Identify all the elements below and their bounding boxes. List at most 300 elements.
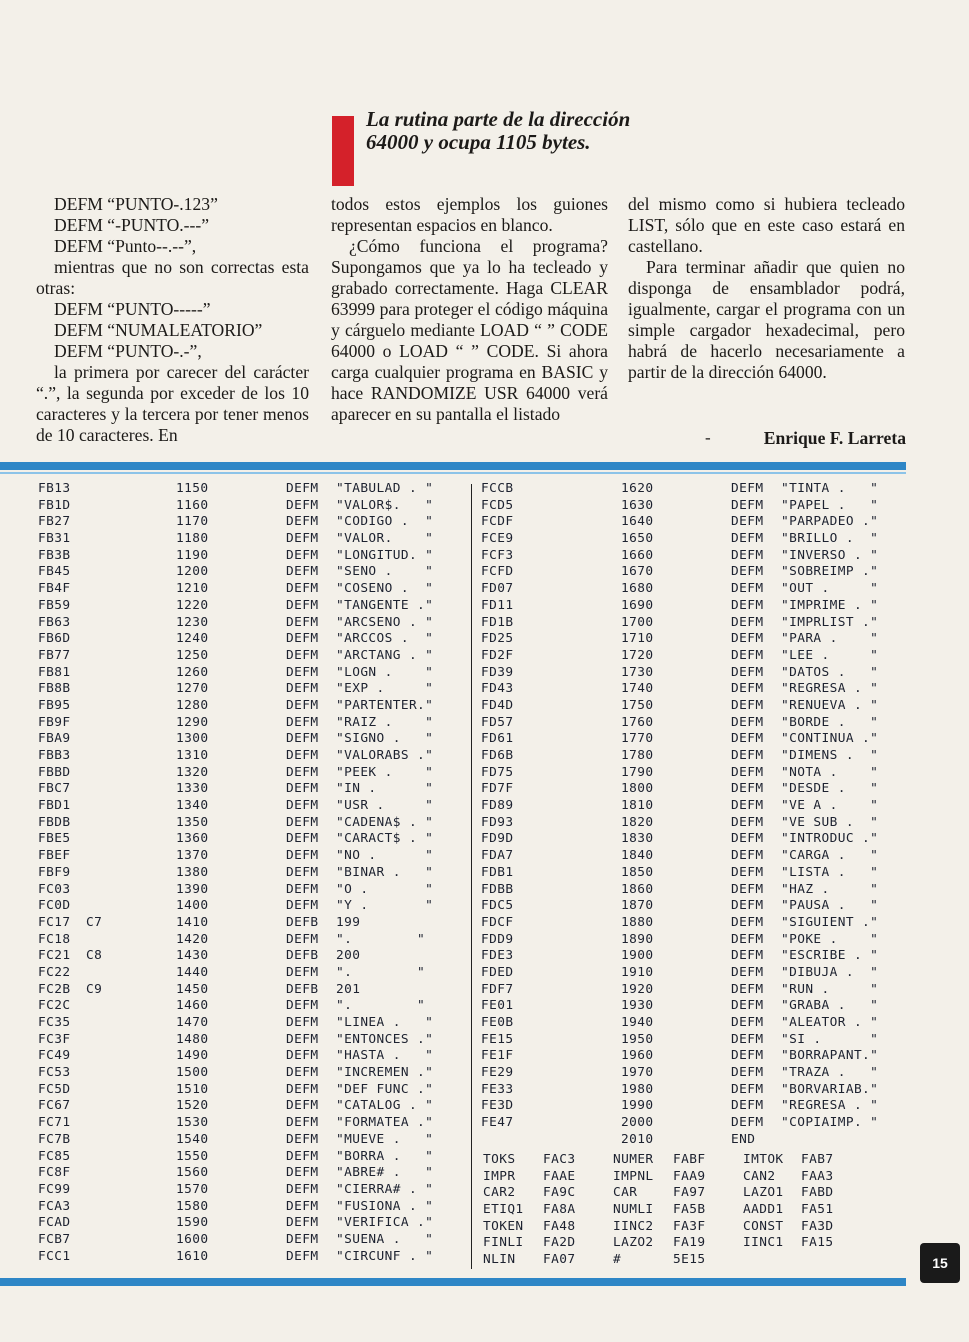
address: FBB3 bbox=[38, 748, 71, 763]
listing-row bbox=[481, 648, 911, 665]
address: FBE5 bbox=[38, 831, 71, 847]
line-number: 1740 bbox=[621, 681, 654, 697]
address: FE29 bbox=[481, 1065, 514, 1081]
address: FC99 bbox=[38, 1181, 71, 1197]
listing-row bbox=[38, 898, 466, 915]
directive: DEFM bbox=[286, 497, 319, 513]
address: FB77 bbox=[38, 647, 71, 663]
line-number: 1390 bbox=[176, 881, 209, 897]
operand: "ARCCOS . " bbox=[336, 631, 434, 647]
listing-row bbox=[38, 548, 466, 565]
line-number: 1190 bbox=[176, 547, 209, 563]
symbol-name: # bbox=[613, 1252, 622, 1268]
directive: DEFM bbox=[731, 664, 764, 680]
line-number: 1400 bbox=[176, 898, 209, 914]
line-number: 1490 bbox=[176, 1048, 209, 1064]
listing-row bbox=[481, 1065, 911, 1082]
listing-row bbox=[481, 698, 911, 715]
directive: DEFM bbox=[731, 931, 764, 947]
operand: "BRILLO . " bbox=[781, 531, 879, 547]
line-number: 1520 bbox=[176, 1098, 209, 1114]
operand: "BORVARIAB." bbox=[781, 1081, 879, 1097]
address: FBC7 bbox=[38, 781, 71, 797]
listing-row bbox=[481, 1132, 911, 1149]
operand: "RENUEVA . " bbox=[781, 697, 879, 713]
address: FC0D bbox=[38, 898, 71, 914]
operand: "VERIFICA ." bbox=[336, 1215, 434, 1231]
line-number: 1420 bbox=[176, 931, 209, 947]
operand: "ENTONCES ." bbox=[336, 1031, 434, 1047]
operand: "VE SUB . " bbox=[781, 814, 879, 830]
listing-row bbox=[38, 865, 466, 882]
text-column-middle bbox=[331, 194, 608, 425]
address: FB31 bbox=[38, 531, 71, 547]
listing-row bbox=[481, 748, 911, 765]
listing-row bbox=[38, 681, 466, 698]
directive: DEFM bbox=[731, 581, 764, 597]
listing-row bbox=[481, 1115, 911, 1132]
operand: "SUENA . " bbox=[336, 1231, 434, 1247]
address: FE15 bbox=[481, 1031, 514, 1047]
address: FB1D bbox=[38, 497, 71, 513]
operand: "DIMENS . " bbox=[781, 748, 879, 763]
line-number: 1630 bbox=[621, 497, 654, 513]
symbol-name: IMPR bbox=[483, 1168, 516, 1184]
listing-row bbox=[481, 1185, 911, 1202]
directive: DEFM bbox=[731, 948, 764, 964]
address: FE1F bbox=[481, 1048, 514, 1064]
listing-row bbox=[481, 948, 911, 965]
operand: "ALEATOR . " bbox=[781, 1015, 879, 1030]
address: FD43 bbox=[481, 681, 514, 697]
listing-row bbox=[481, 564, 911, 581]
directive: DEFM bbox=[286, 481, 319, 496]
directive: DEFM bbox=[286, 781, 319, 797]
line-number: 1450 bbox=[176, 981, 209, 997]
operand: ". " bbox=[336, 998, 426, 1014]
line-number: 1410 bbox=[176, 914, 209, 930]
directive: DEFM bbox=[286, 1215, 319, 1231]
operand: "DESDE . " bbox=[781, 781, 879, 797]
operand: "FUSIONA . " bbox=[336, 1198, 434, 1214]
address: FD4D bbox=[481, 697, 514, 713]
symbol-name: LAZO1 bbox=[743, 1185, 784, 1201]
directive: DEFM bbox=[286, 681, 319, 697]
listing-row bbox=[481, 1082, 911, 1099]
address: FB8B bbox=[38, 681, 71, 697]
address: FC21 bbox=[38, 948, 71, 964]
address: FBEF bbox=[38, 848, 71, 864]
listing-row bbox=[481, 631, 911, 648]
operand: "CADENA$ . " bbox=[336, 814, 434, 830]
symbol-name: ETIQ1 bbox=[483, 1202, 524, 1218]
address: FCAD bbox=[38, 1215, 71, 1231]
directive: DEFM bbox=[286, 814, 319, 830]
directive: DEFM bbox=[286, 581, 319, 597]
directive: DEFM bbox=[731, 514, 764, 530]
listing-row bbox=[38, 648, 466, 665]
line-number: 1340 bbox=[176, 798, 209, 814]
operand: "SIGUIENT ." bbox=[781, 914, 879, 930]
address: FB81 bbox=[38, 664, 71, 680]
operand: "CARGA . " bbox=[781, 848, 879, 864]
listing-row bbox=[481, 681, 911, 698]
directive: DEFM bbox=[286, 547, 319, 563]
address: FD25 bbox=[481, 631, 514, 647]
listing-row bbox=[38, 831, 466, 848]
listing-row bbox=[481, 514, 911, 531]
operand: "ESCRIBE . " bbox=[781, 948, 879, 964]
address: FCDF bbox=[481, 514, 514, 530]
listing-row bbox=[38, 965, 466, 982]
column-divider bbox=[471, 484, 472, 1269]
listing-row bbox=[38, 1032, 466, 1049]
address: FDD9 bbox=[481, 931, 514, 947]
directive: DEFM bbox=[286, 1065, 319, 1081]
listing-row bbox=[481, 848, 911, 865]
listing-row bbox=[38, 665, 466, 682]
listing-row bbox=[38, 698, 466, 715]
address: FC67 bbox=[38, 1098, 71, 1114]
listing-row bbox=[38, 848, 466, 865]
line-number: 1300 bbox=[176, 731, 209, 747]
directive: DEFM bbox=[731, 547, 764, 563]
address: FCC1 bbox=[38, 1248, 71, 1264]
listing-row bbox=[38, 1165, 466, 1182]
address: FC2C bbox=[38, 998, 71, 1014]
line-number: 1480 bbox=[176, 1031, 209, 1047]
listing-row bbox=[38, 948, 466, 965]
paragraph: mientras que no son correctas esta otras: bbox=[36, 257, 309, 298]
operand: "CONTINUA ." bbox=[781, 731, 879, 747]
listing-row bbox=[38, 1082, 466, 1099]
symbol-name: LAZO2 bbox=[613, 1235, 654, 1251]
symbol-value: FA5B bbox=[673, 1202, 706, 1218]
operand: "IMPRIME . " bbox=[781, 597, 879, 613]
operand: "INTRODUC ." bbox=[781, 831, 879, 847]
directive: DEFM bbox=[731, 631, 764, 647]
address: FBD1 bbox=[38, 798, 71, 814]
address: FCA3 bbox=[38, 1198, 71, 1214]
line-number: 1280 bbox=[176, 697, 209, 713]
line-number: 1760 bbox=[621, 714, 654, 730]
address: FC3F bbox=[38, 1031, 71, 1047]
symbol-value: FAB7 bbox=[801, 1152, 834, 1167]
address: FD61 bbox=[481, 731, 514, 747]
directive: DEFM bbox=[731, 731, 764, 747]
operand: "DATOS . " bbox=[781, 664, 879, 680]
listing-row bbox=[38, 731, 466, 748]
directive: DEFM bbox=[731, 981, 764, 997]
operand: "REGRESA . " bbox=[781, 681, 879, 697]
line-number: 1290 bbox=[176, 714, 209, 730]
line-number: 1580 bbox=[176, 1198, 209, 1214]
listing-row bbox=[481, 1098, 911, 1115]
line-number: 1210 bbox=[176, 581, 209, 597]
listing-row bbox=[481, 1252, 911, 1269]
address: FC03 bbox=[38, 881, 71, 897]
opcode: C7 bbox=[86, 914, 103, 930]
address: FB9F bbox=[38, 714, 71, 730]
operand: "PAUSA . " bbox=[781, 898, 879, 914]
address: FDC5 bbox=[481, 898, 514, 914]
operand: 201 bbox=[336, 981, 361, 997]
directive: DEFM bbox=[731, 1065, 764, 1081]
line-number: 1530 bbox=[176, 1115, 209, 1131]
code-line: DEFM “NUMALEATORIO” bbox=[54, 320, 263, 340]
line-number: 1900 bbox=[621, 948, 654, 964]
operand: "SENO . " bbox=[336, 564, 434, 580]
directive: DEFM bbox=[731, 1098, 764, 1114]
symbol-name: CAR2 bbox=[483, 1185, 516, 1201]
listing-row bbox=[481, 965, 911, 982]
operand: "DEF FUNC ." bbox=[336, 1081, 434, 1097]
listing-row bbox=[38, 481, 466, 498]
listing-row bbox=[481, 1219, 911, 1236]
address: FD1B bbox=[481, 614, 514, 630]
operand: "NOTA . " bbox=[781, 764, 879, 780]
directive: DEFM bbox=[731, 864, 764, 880]
line-number: 1910 bbox=[621, 964, 654, 980]
operand: "DIBUJA . " bbox=[781, 964, 879, 980]
operand: "BINAR . " bbox=[336, 864, 434, 880]
directive: DEFM bbox=[731, 781, 764, 797]
operand: ". " bbox=[336, 964, 426, 980]
line-number: 1690 bbox=[621, 597, 654, 613]
operand: "SIGNO . " bbox=[336, 731, 434, 747]
line-number: 1710 bbox=[621, 631, 654, 647]
symbol-value: FA97 bbox=[673, 1185, 706, 1201]
directive: DEFM bbox=[286, 631, 319, 647]
line-number: 1170 bbox=[176, 514, 209, 530]
symbol-value: FA3F bbox=[673, 1218, 706, 1234]
listing-row bbox=[38, 998, 466, 1015]
operand: "IMPRLIST ." bbox=[781, 614, 879, 630]
operand: "REGRESA . " bbox=[781, 1098, 879, 1114]
listing-row bbox=[481, 1152, 911, 1169]
directive: DEFM bbox=[286, 731, 319, 747]
address: FB3B bbox=[38, 547, 71, 563]
listing-row bbox=[38, 1249, 466, 1266]
line-number: 1870 bbox=[621, 898, 654, 914]
symbol-value: FA07 bbox=[543, 1252, 576, 1268]
author-signature: Enrique F. Larreta bbox=[763, 428, 906, 448]
address: FCFD bbox=[481, 564, 514, 580]
symbol-value: FAA9 bbox=[673, 1168, 706, 1184]
operand: "CATALOG . " bbox=[336, 1098, 434, 1114]
directive: DEFM bbox=[286, 998, 319, 1014]
operand: "LONGITUD. " bbox=[336, 547, 434, 563]
directive: DEFM bbox=[731, 1081, 764, 1097]
directive: DEFM bbox=[731, 481, 764, 496]
directive: DEFM bbox=[286, 564, 319, 580]
listing-row bbox=[38, 915, 466, 932]
operand: "INCREMEN ." bbox=[336, 1065, 434, 1081]
symbol-name: FINLI bbox=[483, 1235, 524, 1251]
operand: "USR . " bbox=[336, 798, 434, 814]
listing-row bbox=[38, 1048, 466, 1065]
line-number: 1660 bbox=[621, 547, 654, 563]
operand: "LISTA . " bbox=[781, 864, 879, 880]
address: FBA9 bbox=[38, 731, 71, 747]
directive: DEFM bbox=[286, 864, 319, 880]
address: FD39 bbox=[481, 664, 514, 680]
line-number: 1260 bbox=[176, 664, 209, 680]
symbol-value: FA19 bbox=[673, 1235, 706, 1251]
address: FB63 bbox=[38, 614, 71, 630]
symbol-name: AADD1 bbox=[743, 1202, 784, 1218]
line-number: 1350 bbox=[176, 814, 209, 830]
operand: "RUN . " bbox=[781, 981, 879, 997]
symbol-value: FAAE bbox=[543, 1168, 576, 1184]
listing-row bbox=[38, 564, 466, 581]
symbol-name: IMPNL bbox=[613, 1168, 654, 1184]
directive: DEFM bbox=[286, 1165, 319, 1181]
line-number: 1150 bbox=[176, 481, 209, 496]
operand: "FORMATEA ." bbox=[336, 1115, 434, 1131]
operand: "TRAZA . " bbox=[781, 1065, 879, 1081]
directive: DEFM bbox=[286, 798, 319, 814]
address: FB13 bbox=[38, 481, 71, 496]
assembly-listing-right bbox=[481, 481, 911, 1149]
line-number: 1360 bbox=[176, 831, 209, 847]
line-number: 1970 bbox=[621, 1065, 654, 1081]
directive: DEFM bbox=[286, 697, 319, 713]
operand: "Y . " bbox=[336, 898, 434, 914]
operand: "BORDE . " bbox=[781, 714, 879, 730]
listing-row bbox=[38, 531, 466, 548]
line-number: 1250 bbox=[176, 647, 209, 663]
address: FC17 bbox=[38, 914, 71, 930]
line-number: 1550 bbox=[176, 1148, 209, 1164]
operand: "CIERRA# . " bbox=[336, 1181, 434, 1197]
operand: "ARCSENO . " bbox=[336, 614, 434, 630]
address: FC5D bbox=[38, 1081, 71, 1097]
address: FC49 bbox=[38, 1048, 71, 1064]
directive: DEFM bbox=[731, 998, 764, 1014]
line-number: 1460 bbox=[176, 998, 209, 1014]
listing-row bbox=[481, 1169, 911, 1186]
listing-row bbox=[481, 481, 911, 498]
listing-row bbox=[38, 1015, 466, 1032]
line-number: 1430 bbox=[176, 948, 209, 964]
address: FE47 bbox=[481, 1115, 514, 1131]
listing-row bbox=[481, 615, 911, 632]
listing-row bbox=[481, 731, 911, 748]
address: FBBD bbox=[38, 764, 71, 780]
line-number: 1720 bbox=[621, 647, 654, 663]
line-number: 1680 bbox=[621, 581, 654, 597]
page-number: 15 bbox=[920, 1243, 960, 1283]
line-number: 1570 bbox=[176, 1181, 209, 1197]
pull-quote-text: La rutina parte de la dirección 64000 y ocupa 1105 bytes. bbox=[366, 107, 631, 154]
line-number: 1670 bbox=[621, 564, 654, 580]
address: FC53 bbox=[38, 1065, 71, 1081]
address: FBDB bbox=[38, 814, 71, 830]
line-number: 1930 bbox=[621, 998, 654, 1014]
listing-row bbox=[38, 1182, 466, 1199]
operand: "NO . " bbox=[336, 848, 434, 864]
opcode: C8 bbox=[86, 948, 103, 964]
address: FB6D bbox=[38, 631, 71, 647]
listing-row bbox=[38, 798, 466, 815]
listing-row bbox=[38, 781, 466, 798]
listing-row bbox=[481, 915, 911, 932]
address: FB27 bbox=[38, 514, 71, 530]
directive: DEFM bbox=[731, 964, 764, 980]
line-number: 1840 bbox=[621, 848, 654, 864]
listing-row bbox=[38, 498, 466, 515]
listing-row bbox=[38, 748, 466, 765]
listing-row bbox=[481, 548, 911, 565]
operand: "VE A . " bbox=[781, 798, 879, 814]
operand: "SI . " bbox=[781, 1031, 879, 1047]
code-line: DEFM “Punto--.--”, bbox=[54, 236, 197, 256]
directive: DEFM bbox=[731, 497, 764, 513]
line-number: 1650 bbox=[621, 531, 654, 547]
address: FC2B bbox=[38, 981, 71, 997]
symbol-name: TOKEN bbox=[483, 1218, 524, 1234]
line-number: 1240 bbox=[176, 631, 209, 647]
directive: DEFM bbox=[286, 597, 319, 613]
line-number: 1860 bbox=[621, 881, 654, 897]
listing-row bbox=[38, 631, 466, 648]
address: FDA7 bbox=[481, 848, 514, 864]
line-number: 1770 bbox=[621, 731, 654, 747]
operand: "LEE . " bbox=[781, 647, 879, 663]
directive: DEFM bbox=[286, 664, 319, 680]
line-number: 1990 bbox=[621, 1098, 654, 1114]
directive: DEFM bbox=[286, 1098, 319, 1114]
line-number: 1620 bbox=[621, 481, 654, 496]
address: FCE9 bbox=[481, 531, 514, 547]
listing-row bbox=[38, 932, 466, 949]
symbol-name: CAN2 bbox=[743, 1168, 776, 1184]
directive: DEFM bbox=[731, 814, 764, 830]
directive: DEFM bbox=[731, 714, 764, 730]
listing-row bbox=[38, 1215, 466, 1232]
line-number: 1800 bbox=[621, 781, 654, 797]
directive: DEFM bbox=[286, 881, 319, 897]
listing-row bbox=[38, 1232, 466, 1249]
listing-row bbox=[38, 1065, 466, 1082]
symbol-value: FA48 bbox=[543, 1218, 576, 1234]
directive: DEFM bbox=[286, 764, 319, 780]
operand: "CARACT$ . " bbox=[336, 831, 434, 847]
address: FC8F bbox=[38, 1165, 71, 1181]
directive: DEFM bbox=[286, 848, 319, 864]
address: FD75 bbox=[481, 764, 514, 780]
line-number: 1180 bbox=[176, 531, 209, 547]
operand: "O . " bbox=[336, 881, 434, 897]
listing-row bbox=[481, 665, 911, 682]
listing-row bbox=[38, 882, 466, 899]
line-number: 1700 bbox=[621, 614, 654, 630]
line-number: 1610 bbox=[176, 1248, 209, 1264]
directive: DEFM bbox=[286, 1148, 319, 1164]
operand: ". " bbox=[336, 931, 426, 947]
directive: DEFM bbox=[731, 697, 764, 713]
line-number: 1330 bbox=[176, 781, 209, 797]
address: FD11 bbox=[481, 597, 514, 613]
directive: DEFM bbox=[731, 1031, 764, 1047]
line-number: 1880 bbox=[621, 914, 654, 930]
operand: "VALOR$. " bbox=[336, 497, 434, 513]
symbol-name: NUMER bbox=[613, 1152, 654, 1167]
listing-row bbox=[481, 1032, 911, 1049]
pull-quote-red-bar bbox=[332, 116, 354, 186]
listing-row bbox=[481, 898, 911, 915]
